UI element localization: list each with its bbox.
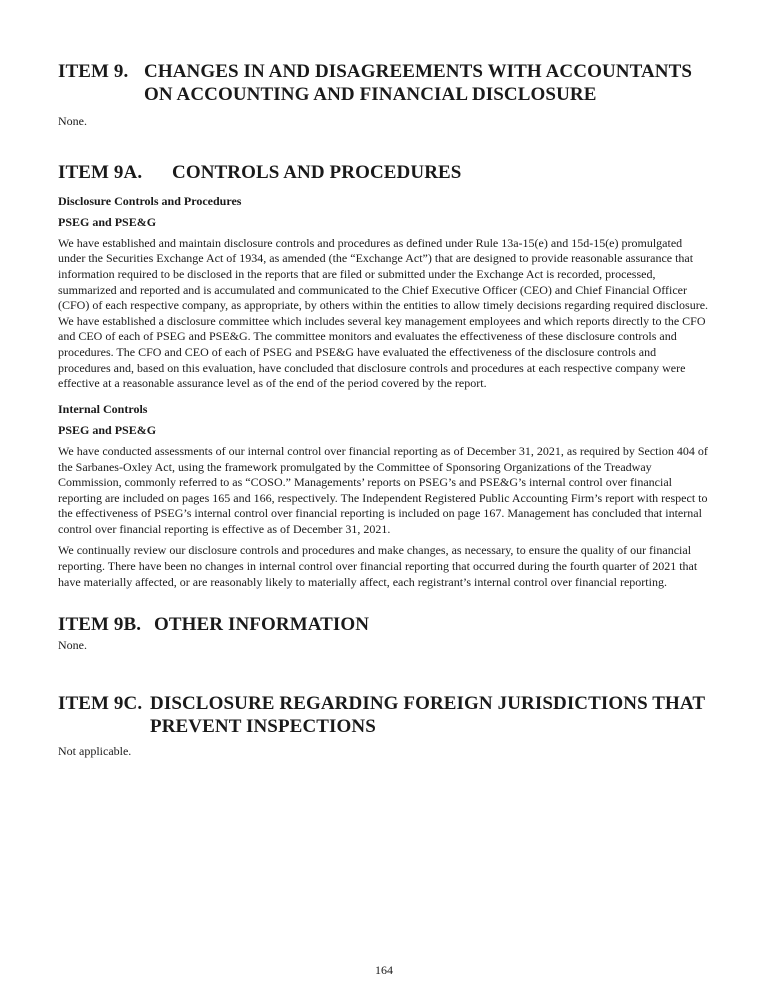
item-9-title: CHANGES IN AND DISAGREEMENTS WITH ACCOUNTANTS ON ACCOUNTING AND FINANCIAL DISCLOSURE bbox=[144, 61, 693, 105]
item-9c-number: ITEM 9C. bbox=[58, 692, 143, 714]
internal-controls-body-1: We have conducted assessments of our internal control over financial reporting as of December 31, 2021, as required by Section 404 of the Sarbanes-Oxley Act, using the framework promulgated by the Committee of Sponsoring Organizations of the Treadway Commission, commonly referred to as “COSO.” Managements’ reports on PSEG’s and PSE&G’s internal control over financial reporting are included on pages 165 and 166, respectively. The Independent Registered Public Accounting Firm’s report with respect to the effectiveness of PSEG’s internal control over financial reporting is included on page 167. Management has concluded that internal control over financial reporting is effective as of December 31, 2021. bbox=[58, 443, 708, 536]
item-9-heading bbox=[58, 60, 710, 106]
item-9a-number: ITEM 9A. bbox=[58, 161, 143, 183]
item-9a-title: CONTROLS AND PROCEDURES bbox=[172, 161, 462, 183]
page-number: 164 bbox=[375, 963, 393, 977]
item-9c-heading bbox=[58, 692, 710, 738]
item-9b-number: ITEM 9B. bbox=[58, 614, 142, 636]
item-9b-heading bbox=[58, 613, 710, 636]
item-9-body: None. bbox=[58, 114, 87, 128]
internal-controls-body-2: We continually review our disclosure controls and procedures and make changes, as necessary, to ensure the quality of our financial reporting. There have been no changes in internal control over financial reporting that occurred during the fourth quarter of 2021 that have materially affected, or are reasonably likely to materially affect, each registrant’s internal control over financial reporting. bbox=[58, 543, 698, 589]
disclosure-controls-body: We have established and maintain disclosure controls and procedures as defined under Rule 13a-15(e) and 15d-15(e) promulgated under the Securities Exchange Act of 1934, as amended (the “Exchange Act”) that are designed to provide reasonable assurance that information required to be disclosed in the reports that are filed or submitted under the Exchange Act is recorded, processed, summarized and reported and is accumulated and communicated to the Chief Executive Officer (CEO) and Chief Financial Officer (CFO) of each respective company, as appropriate, by others within the entities to allow timely decisions regarding required disclosure. We have established a disclosure committee which includes several key management employees and which reports directly to the CFO and CEO of each of PSEG and PSE&G. The committee monitors and evaluates the effectiveness of these disclosure controls and procedures. The CFO and CEO of each of PSEG and PSE&G have evaluated the effectiveness of the disclosure controls and procedures and, based on this evaluation, have concluded that disclosure controls and procedures at each respective company were effective at a reasonable assurance level as of the end of the period covered by the report. bbox=[58, 235, 709, 391]
item-9-number: ITEM 9. bbox=[58, 61, 129, 82]
item-9a-heading bbox=[58, 161, 710, 184]
item-9b-body: None. bbox=[58, 638, 87, 653]
item-9b-title: OTHER INFORMATION bbox=[154, 614, 370, 636]
internal-controls-subheading: PSEG and PSE&G bbox=[58, 423, 157, 438]
item-9c-title: DISCLOSURE REGARDING FOREIGN JURISDICTIONS THAT PREVENT INSPECTIONS bbox=[150, 692, 705, 737]
document-page bbox=[58, 60, 710, 759]
internal-controls-heading: Internal Controls bbox=[58, 401, 148, 416]
disclosure-controls-heading: Disclosure Controls and Procedures bbox=[58, 193, 242, 208]
item-9c-body: Not applicable. bbox=[58, 743, 132, 758]
disclosure-controls-subheading: PSEG and PSE&G bbox=[58, 215, 157, 230]
